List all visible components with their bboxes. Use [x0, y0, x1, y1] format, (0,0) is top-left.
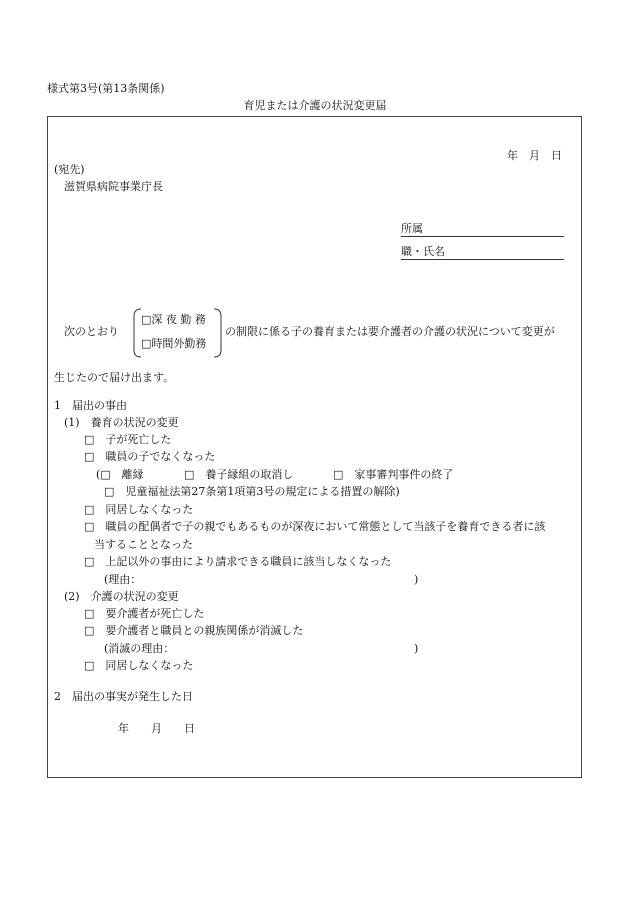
detail-welfare-law: □ 児童福祉法第27条第1項第3号の規定による措置の解除) — [104, 485, 400, 498]
addressee-prefix: (宛先) — [54, 163, 85, 176]
affiliation-underline — [401, 236, 564, 237]
item-child-died: □ 子が死亡した — [84, 433, 172, 446]
intro-after: の制限に係る子の養育または要介護者の介護の状況について変更が — [225, 325, 555, 338]
addressee: 滋賀県病院事業庁長 — [64, 180, 163, 193]
section1-heading: 1 届出の事由 — [54, 399, 127, 412]
intro-before: 次のとおり — [64, 325, 119, 338]
section2-heading: 2 届出の事実が発生した日 — [54, 690, 193, 703]
form-number: 様式第3号(第13条関係) — [47, 82, 165, 95]
form-frame — [47, 116, 582, 778]
section1-sub1-heading: (1) 養育の状況の変更 — [64, 416, 179, 429]
item-care-recipient-died: □ 要介護者が死亡した — [84, 607, 205, 620]
detail-family-court: □ 家事審判事件の終了 — [333, 468, 454, 481]
extinction-reason-label: (消滅の理由： — [104, 642, 175, 655]
item-no-longer-cohabiting-care: □ 同居しなくなった — [84, 659, 194, 672]
item-relation-ended: □ 要介護者と職員との親族関係が消滅した — [84, 624, 304, 637]
item-spouse-line2: 当することとなった — [94, 538, 193, 551]
reason-label: (理由： — [104, 573, 142, 586]
form-title: 育児または介護の状況変更届 — [243, 99, 387, 112]
affiliation-label: 所属 — [401, 222, 423, 235]
section1-sub2-heading: (2) 介護の状況の変更 — [64, 590, 179, 603]
name-label: 職・氏名 — [401, 245, 445, 258]
item-spouse-line1: □ 職員の配偶者で子の親でもあるものが深夜において常態として当該子を養育できる者に該 — [84, 520, 546, 533]
name-underline — [401, 259, 564, 260]
reason-close: ) — [414, 573, 419, 586]
extinction-reason-close: ) — [414, 642, 419, 655]
item-no-longer-cohabiting-child: □ 同居しなくなった — [84, 503, 194, 516]
item-no-longer-child: □ 職員の子でなくなった — [84, 450, 216, 463]
date-line: 年 月 日 — [507, 149, 562, 162]
intro-continued: 生じたので届け出ます。 — [54, 371, 175, 384]
occurrence-date: 年 月 日 — [118, 722, 195, 735]
option-overtime: □時間外勤務 — [141, 337, 207, 350]
detail-dissolution: (□ 離縁 — [96, 468, 144, 481]
detail-adoption-cancel: □ 養子縁組の取消し — [184, 468, 294, 481]
item-other-reason: □ 上記以外の事由により請求できる職員に該当しなくなった — [84, 555, 392, 568]
right-bracket — [212, 308, 224, 358]
option-night-shift: □深 夜 勤 務 — [141, 313, 206, 326]
